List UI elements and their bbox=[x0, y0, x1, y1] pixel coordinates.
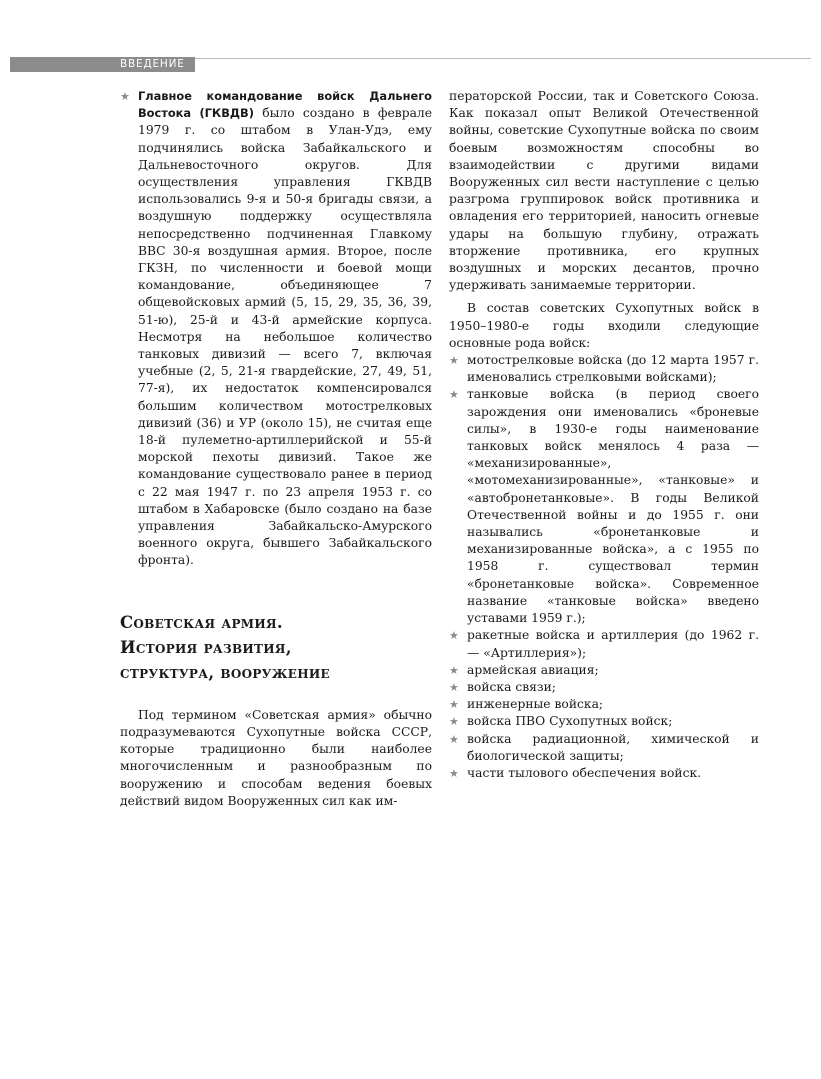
star-icon: ★ bbox=[449, 388, 459, 402]
list-item: ★ танковые войска (в период своего зарождения они именовались «броневые силы», в 1930-е годы наименование танковых войск менялось 4 раза — «механизированные», «мотомеханизированные», «танковые» и «автобронетанковые». В годы Великой Отечественной войны и до 1955 г. они назывались «бронетанковые и механизированные войска», а с 1955 по 1958 г. существовал термин «бронетанковые войска». Современное название «танковые войска» введено уставами 1959 г.); bbox=[449, 387, 759, 626]
list-item: ★ мотострелковые войска (до 12 марта 1957 г. именовались стрелковыми войсками); bbox=[449, 353, 759, 385]
star-icon: ★ bbox=[449, 629, 459, 643]
list-item: ★ части тылового обеспечения войск. bbox=[449, 765, 759, 782]
gkvd-lead: Главное командование войск Дальнего Востока (ГКВДВ) bbox=[138, 89, 432, 121]
star-icon: ★ bbox=[449, 663, 459, 677]
section-heading bbox=[120, 610, 432, 685]
left-column bbox=[120, 88, 432, 810]
star-icon: ★ bbox=[120, 90, 130, 103]
list-item: ★ войска радиационной, химической и биологической защиты; bbox=[449, 731, 759, 763]
star-icon: ★ bbox=[449, 732, 459, 746]
list-item: ★ армейская авиация; bbox=[449, 662, 759, 679]
list-item: ★ войска связи; bbox=[449, 679, 759, 696]
section-tab: ВВЕДЕНИЕ bbox=[10, 57, 195, 72]
list-item: ★ ракетные войска и артиллерия (до 1962 г. — «Артиллерия»); bbox=[449, 628, 759, 660]
star-icon: ★ bbox=[449, 354, 459, 368]
gkvd-paragraph bbox=[120, 88, 432, 570]
intro-paragraph: Под термином «Советская армия» обычно подразумеваются Сухопутные войска СССР, которые традиционно были наиболее многочисленным и разнообразным по вооружению и способам ведения боевых действий видом Вооруженных сил как им- bbox=[120, 707, 432, 808]
list-item: ★ инженерные войска; bbox=[449, 696, 759, 713]
star-icon: ★ bbox=[449, 715, 459, 729]
heading-line-1: Советская армия. bbox=[120, 612, 283, 632]
gkvd-text: было создано в феврале 1979 г. со штабом в Улан-Удэ, ему подчинялись войска Забайкальского и Дальневосточного округов. Для осуществления управления ГКВДВ использовались 9-я и 50-я бригады связи, а воздушную поддержку осуществляла непосредственно подчиненная Главкому ВВС 30-я воздушная армия. Второе, после ГКЗН, по численности и боевой мощи командование, объединяющее 7 общевойсковых армий (5, 15, 29, 35, 36, 39, 51-ю), 25-й и 43-й армейские корпуса. Несмотря на небольшое количество танковых дивизий — всего 7, включая учебные (2, 5, 21-я гвардейские, 27, 49, 51, 77-я), их недостаток компенсировался большим количеством мотострелковых дивизий (36) и УР (около 15), не считая еще 18-й пулеметно-артиллерийской и 55-й морской пехоты дивизий. Такое же командование существовало ранее в период с 22 мая 1947 г. по 23 апреля 1953 г. со штабом в Хабаровске (было создано на базе управления Забайкальско-Амурского военного округа, бывшего Забайкальского фронта). bbox=[138, 106, 432, 568]
right-column bbox=[449, 88, 759, 782]
branches-list bbox=[449, 352, 759, 782]
list-item: ★ войска ПВО Сухопутных войск; bbox=[449, 713, 759, 730]
heading-line-3: структура, вооружение bbox=[120, 662, 330, 682]
star-icon: ★ bbox=[449, 766, 459, 780]
composition-paragraph: В состав советских Сухопутных войск в 1950–1980-е годы входили следующие основные рода войск: bbox=[449, 301, 759, 350]
star-icon: ★ bbox=[449, 698, 459, 712]
heading-line-2: История развития, bbox=[120, 637, 292, 657]
intro-continuation: ператорской России, так и Советского Союза. Как показал опыт Великой Отечественной войны, советские Сухопутные войска по своим боевым возможностям способны во взаимодействии с другими видами Вооруженных сил вести наступление с целью разгрома группировок войск противника и овладения его территорией, наносить огневые удары на большую глубину, отражать вторжение противника, его крупных воздушных и морских десантов, прочно удерживать занимаемые территории. bbox=[449, 89, 759, 293]
star-icon: ★ bbox=[449, 680, 459, 694]
